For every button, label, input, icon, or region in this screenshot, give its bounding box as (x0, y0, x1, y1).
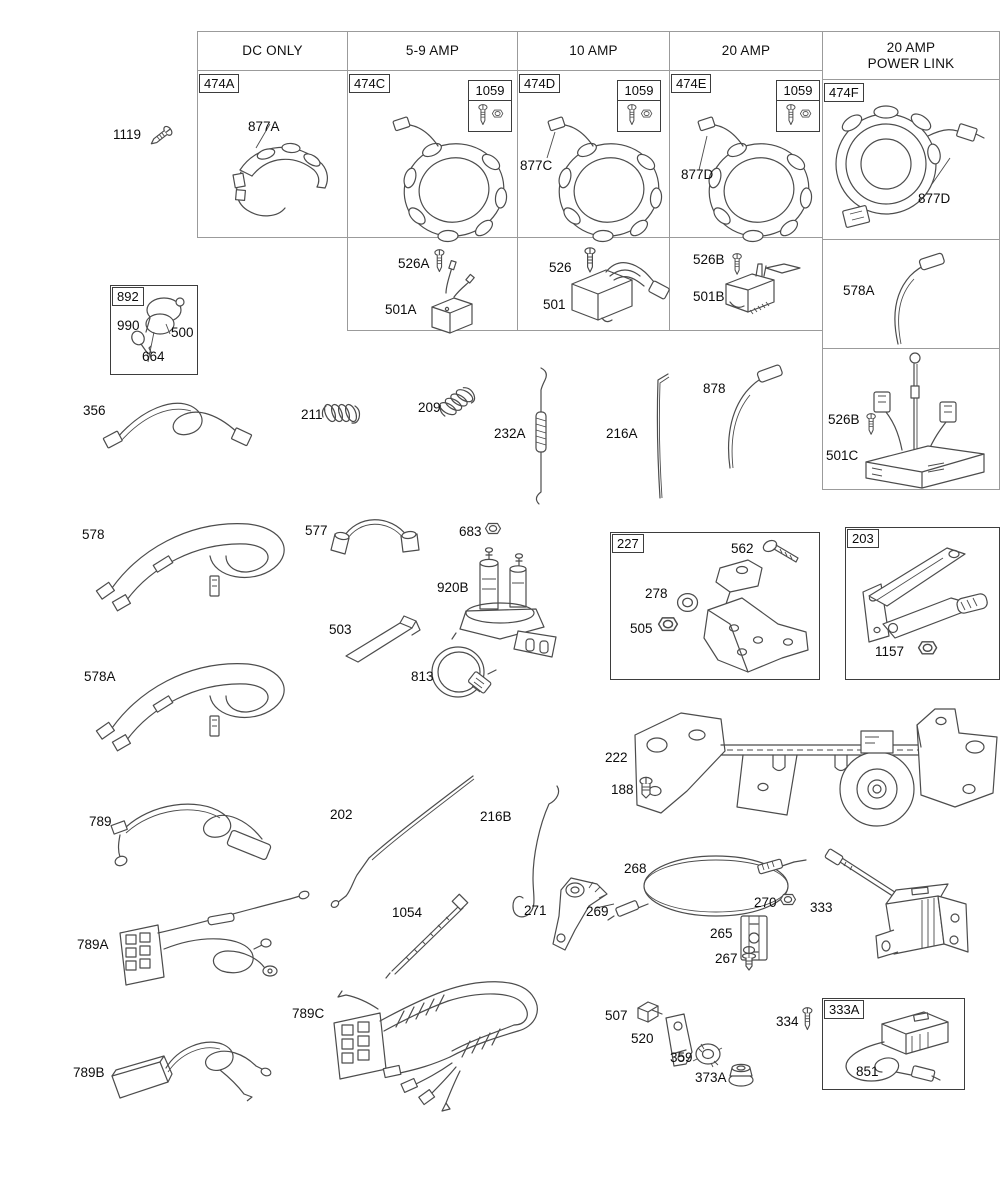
box-label-474F: 474F (824, 83, 864, 102)
stator-877A-drawing (228, 130, 338, 230)
harness-578A-drawing (98, 648, 303, 753)
box-label-333A: 333A (824, 1000, 864, 1019)
part-label-501C: 501C (826, 448, 859, 463)
nut-505-drawing (658, 616, 680, 634)
box-label-474D: 474D (519, 74, 560, 93)
part-label-265: 265 (710, 926, 733, 941)
part-label-526B-powerlink: 526B (828, 412, 860, 427)
part-label-562: 562 (731, 541, 754, 556)
part-label-269: 269 (586, 904, 609, 919)
part-label-373A: 373A (695, 1070, 727, 1085)
part-label-1054: 1054 (392, 905, 423, 920)
part-label-334: 334 (776, 1014, 799, 1029)
bracket-203-drawing (855, 540, 995, 656)
part-label-209: 209 (418, 400, 441, 415)
leader-line-877C (547, 132, 555, 158)
grid-header-power-link (822, 31, 1000, 80)
part-label-789A: 789A (77, 937, 109, 952)
part-label-216B: 216B (480, 809, 512, 824)
screw-1119-drawing (145, 122, 175, 152)
part-label-268: 268 (624, 861, 647, 876)
spring-232A-drawing (528, 366, 554, 506)
nut-270-drawing (780, 893, 797, 907)
box-label-1059: 1059 (618, 81, 660, 101)
part-label-789B: 789B (73, 1065, 105, 1080)
cable-578A-drawing (876, 252, 946, 348)
spark-plug-wire-577-drawing (325, 506, 425, 556)
part-label-270: 270 (754, 895, 777, 910)
part-label-1119: 1119 (113, 127, 142, 142)
part-label-578A-lower: 578A (84, 669, 116, 684)
coil-851-drawing (828, 1004, 960, 1088)
box-label-474C: 474C (349, 74, 390, 93)
part-label-501B: 501B (693, 289, 725, 304)
part-label-211: 211 (301, 407, 323, 422)
part-label-271: 271 (524, 903, 547, 918)
box-label-1059: 1059 (469, 81, 511, 101)
stator-474D-drawing (547, 112, 667, 242)
header-label: 20 AMP POWER LINK (867, 39, 955, 71)
harness-789C-drawing (322, 965, 552, 1113)
grid-header-10-amp (517, 31, 670, 71)
screw-188-drawing (636, 776, 656, 800)
part-label-577: 577 (305, 523, 328, 538)
screw-334-drawing (800, 1006, 816, 1036)
part-label-877D: 877D (681, 167, 714, 182)
part-label-278: 278 (645, 586, 668, 601)
grid-header-20-amp (669, 31, 823, 71)
part-label-578: 578 (82, 527, 105, 542)
harness-789-drawing (110, 795, 275, 871)
part-label-683: 683 (459, 524, 482, 539)
part-label-877C: 877C (520, 158, 553, 173)
part-label-526B: 526B (693, 252, 725, 267)
spring-209-drawing (434, 376, 484, 424)
box-label-892: 892 (112, 287, 144, 306)
grid-header-dc-only (197, 31, 348, 71)
rod-216A-drawing (648, 370, 674, 502)
part-label-664: 664 (142, 349, 165, 364)
part-label-990: 990 (117, 318, 140, 333)
box-label-203: 203 (847, 529, 879, 548)
harness-789A-drawing (112, 893, 312, 988)
header-label: 10 AMP (569, 43, 618, 59)
part-label-878: 878 (703, 381, 726, 396)
part-label-507: 507 (605, 1008, 628, 1023)
grommet-359-drawing (692, 1040, 724, 1068)
screw-526A-drawing (432, 248, 448, 278)
part-label-578A-cell: 578A (843, 283, 875, 298)
screw-267-drawing (740, 946, 758, 972)
harness-578-drawing (98, 508, 303, 613)
stator-474C-drawing (392, 112, 512, 242)
part-label-216A: 216A (606, 426, 638, 441)
harness-356-drawing (103, 390, 253, 448)
part-label-877A: 877A (248, 119, 280, 134)
harness-789B-drawing (108, 1032, 270, 1104)
part-label-789C: 789C (292, 1006, 325, 1021)
box-label-227: 227 (612, 534, 644, 553)
nut-373A-drawing (727, 1062, 755, 1088)
part-label-526A: 526A (398, 256, 430, 271)
part-label-188: 188 (611, 782, 634, 797)
hose-clamp-813-drawing (428, 640, 500, 702)
part-label-920B: 920B (437, 580, 469, 595)
module-501B-drawing (722, 262, 807, 320)
header-label: 20 AMP (721, 43, 771, 59)
part-label-526: 526 (549, 260, 572, 275)
part-label-851: 851 (856, 1064, 879, 1079)
nut-1157-drawing (918, 640, 940, 658)
part-label-356: 356 (83, 403, 106, 418)
header-label: 5-9 AMP (405, 43, 460, 59)
nut-683-drawing (485, 522, 503, 537)
part-label-520: 520 (631, 1031, 654, 1046)
part-label-232A: 232A (494, 426, 526, 441)
ignition-coil-333-drawing (826, 848, 976, 968)
part-label-503: 503 (329, 622, 352, 637)
rod-202-drawing (315, 772, 475, 907)
part-label-500: 500 (171, 325, 194, 340)
spring-211-drawing (321, 400, 369, 428)
leader-line-877D (699, 136, 707, 170)
box-label-1059: 1059 (777, 81, 819, 101)
washer-278-drawing (676, 592, 700, 614)
module-501C-drawing (858, 350, 998, 488)
control-bracket-222-drawing (625, 695, 1000, 835)
box-label-474A: 474A (199, 74, 239, 93)
part-label-359: 359 (670, 1050, 693, 1065)
stator-474E-drawing (697, 112, 817, 242)
bracket-227-drawing (690, 540, 818, 676)
grid-header-5-9-amp (347, 31, 518, 71)
cable-878-drawing (720, 364, 792, 472)
module-501-drawing (566, 260, 671, 328)
part-label-222: 222 (605, 750, 628, 765)
module-501A-drawing (420, 283, 480, 335)
bracket-503-drawing (342, 608, 427, 664)
part-label-202: 202 (330, 807, 353, 822)
part-label-501: 501 (543, 297, 566, 312)
box-label-474E: 474E (671, 74, 711, 93)
part-label-813: 813 (411, 669, 434, 684)
part-label-333: 333 (810, 900, 833, 915)
part-label-267: 267 (715, 951, 738, 966)
flywheel-474F-drawing (828, 92, 1000, 240)
part-label-1157: 1157 (875, 644, 905, 659)
part-label-501A: 501A (385, 302, 417, 317)
cable-268-drawing (608, 846, 808, 931)
part-label-877D-powerlink: 877D (918, 191, 951, 206)
header-label: DC ONLY (242, 43, 303, 59)
part-label-789: 789 (89, 814, 112, 829)
part-label-505: 505 (630, 621, 653, 636)
